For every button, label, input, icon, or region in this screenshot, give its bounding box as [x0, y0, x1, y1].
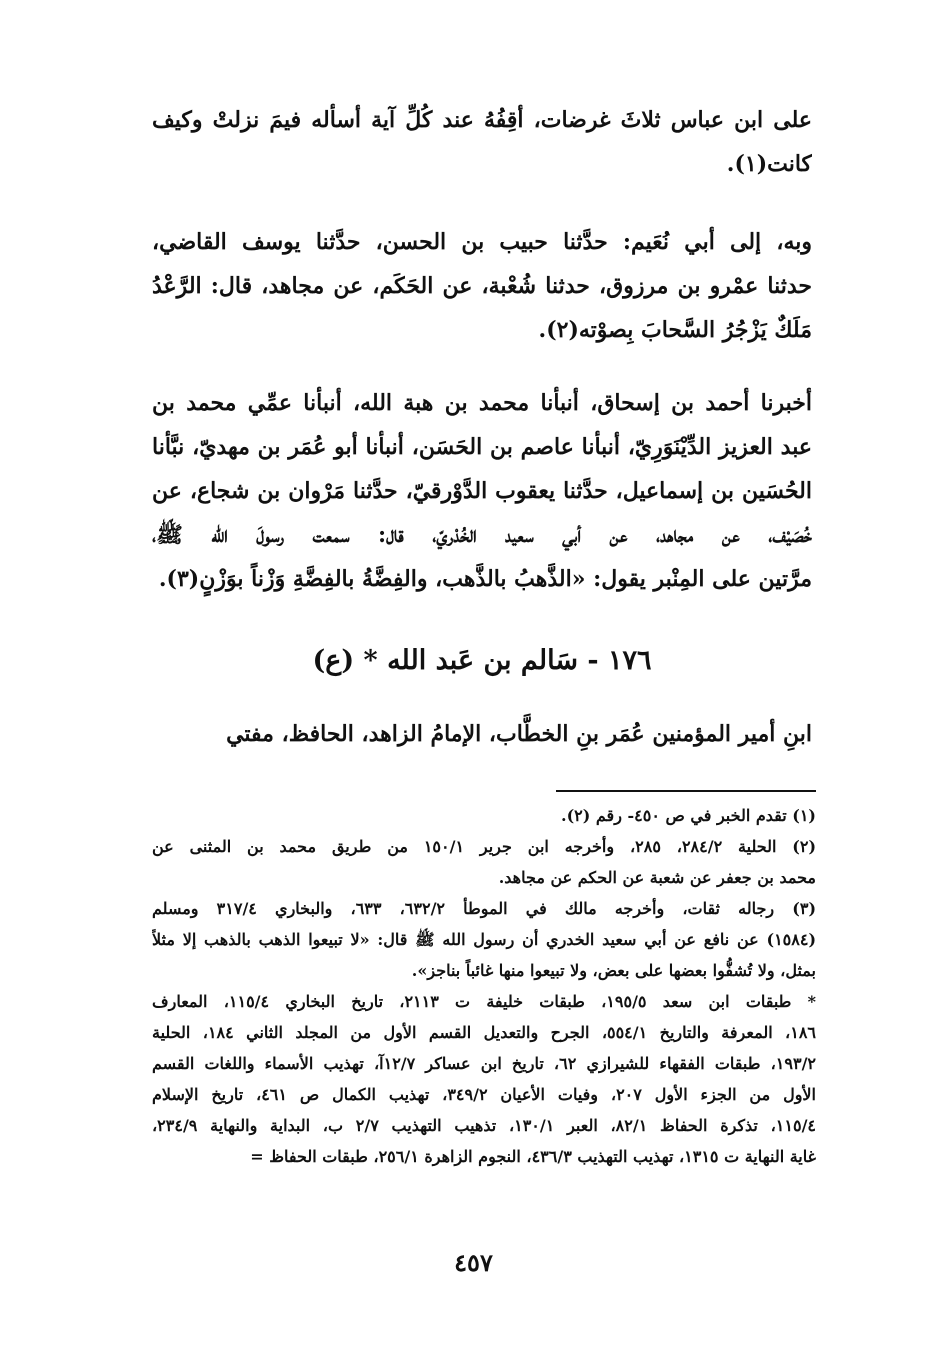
footnote-1	[152, 800, 816, 831]
footnotes	[152, 800, 816, 1172]
paragraph-1	[152, 98, 812, 186]
footnote-line: (٢) الحلية ٢٨٤/٢، ٢٨٥، وأخرجه ابن جرير ١٥٠/١ من طريق محمد بن المثنى عن	[152, 837, 816, 856]
text-line: أخبرنا أحمد بن إسحاق، أنبأنا محمد بن هبة الله، أنبأنا عمِّي محمد بن	[152, 390, 812, 416]
footnote-line: * طبقات ابن سعد ١٩٥/٥، طبقات خليفة ت ٢١١٣، تاريخ البخاري ١١٥/٤، المعارف	[152, 992, 816, 1011]
footnote-line: ١٨٦، المعرفة والتاريخ ٥٥٤/١، الجرح والتعديل القسم الأول من المجلد الثاني ١٨٤، الحلية	[152, 1023, 816, 1042]
paragraph-4	[152, 712, 812, 756]
footnote-line: غاية النهاية ت ١٣١٥، تهذيب التهذيب ٤٣٦/٣، النجوم الزاهرة ٢٥٦/١، طبقات الحفاظ =	[250, 1147, 816, 1166]
paragraph-2	[152, 220, 812, 352]
footnote-line: الأول من الجزء الأول ٢٠٧، وفيات الأعيان ٣٤٩/٢، تهذيب الكمال ص ٤٦١، تاريخ الإسلام	[152, 1085, 816, 1104]
section-heading: ١٧٦ - سَالم بن عَبد الله * (ع)	[312, 645, 652, 676]
text-line: كانت(١).	[726, 151, 812, 177]
text-line: مرَّتين على المِنْبر يقول: «الذَّهبُ بالذَّهب، والفِضَّةُ بالفِضَّةِ وَزْناً بوَزْنٍ(٣).	[158, 566, 812, 592]
text-line: ابنِ أمير المؤمنين عُمَر بنِ الخطَّاب، الإمامُ الزاهد، الحافظ، مفتي	[226, 721, 812, 747]
text-line: مَلَكٌ يَزْجُرُ السَّحابَ بِصوْته(٢).	[538, 317, 812, 343]
text-line: عبد العزيز الدِّيْنَوَرِيّ، أنبأنا عاصم بن الحَسَن، أنبأنا أبو عُمَر بن مهديّ، نبَّأنا	[152, 434, 812, 460]
footnote-line: (٣) رجاله ثقات، وأخرجه مالك في الموطأ ٦٣٢/٢، ٦٣٣، والبخاري ٣١٧/٤ ومسلم	[152, 899, 816, 918]
footnote-3	[152, 893, 816, 986]
footnote-line: (١٥٨٤) عن نافع عن أبي سعيد الخدري أن رسول الله ﷺ قال: «لا تبيعوا الذهب بالذهب إلا مثلاً	[152, 930, 816, 949]
footnote-line: ١١٥/٤، تذكرة الحفاظ ٨٢/١، العبر ١٣٠/١، تذهيب التهذيب ٢/٧ ب، البداية والنهاية ٢٣٤/٩،	[152, 1116, 816, 1135]
footnote-line: ١٩٣/٢، طبقات الفقهاء للشيرازي ٦٢، تاريخ ابن عساكر ١٢/٧آ، تهذيب الأسماء واللغات القسم	[152, 1054, 816, 1073]
footnote-line: (١) تقدم الخبر في ص ٤٥٠- رقم (٢).	[561, 806, 816, 825]
footnote-separator	[556, 790, 816, 792]
text-line: الحُسَين بن إسماعيل، حدَّثنا يعقوب الدَّوْرقيّ، حدَّثنا مَرْوان بن شجاع، عن	[152, 478, 812, 504]
sources-footnote	[152, 986, 816, 1172]
text-line: خُصَيْف، عن مجاهد، عن أبي سعيد الخُدْريّ، قال: سمعت رسولَ الله ﷺ،	[152, 522, 812, 548]
text-line: حدثنا عمْرو بن مرزوق، حدثنا شُعْبة، عن الحَكَم، عن مجاهد، قال: الرَّعْدُ	[152, 273, 812, 299]
page-number: ٤٥٧	[454, 1248, 493, 1277]
paragraph-3	[152, 381, 812, 601]
text-line: على ابن عباس ثلاثَ غرضات، أقِفُهُ عند كُلِّ آية أسأله فيمَ نزلتْ وكيف	[152, 107, 812, 133]
footnote-line: بمثل، ولا تُشفُّوا بعضها على بعض، ولا تبيعوا منها غائباً بناجز».	[411, 961, 816, 980]
footnote-2	[152, 831, 816, 893]
footnote-line: محمد بن جعفر عن شعبة عن الحكم عن مجاهد.	[498, 868, 816, 887]
text-line: وبه، إلى أبي نُعَيم: حدَّثنا حبيب بن الحسن، حدَّثنا يوسف القاضي،	[152, 229, 812, 255]
